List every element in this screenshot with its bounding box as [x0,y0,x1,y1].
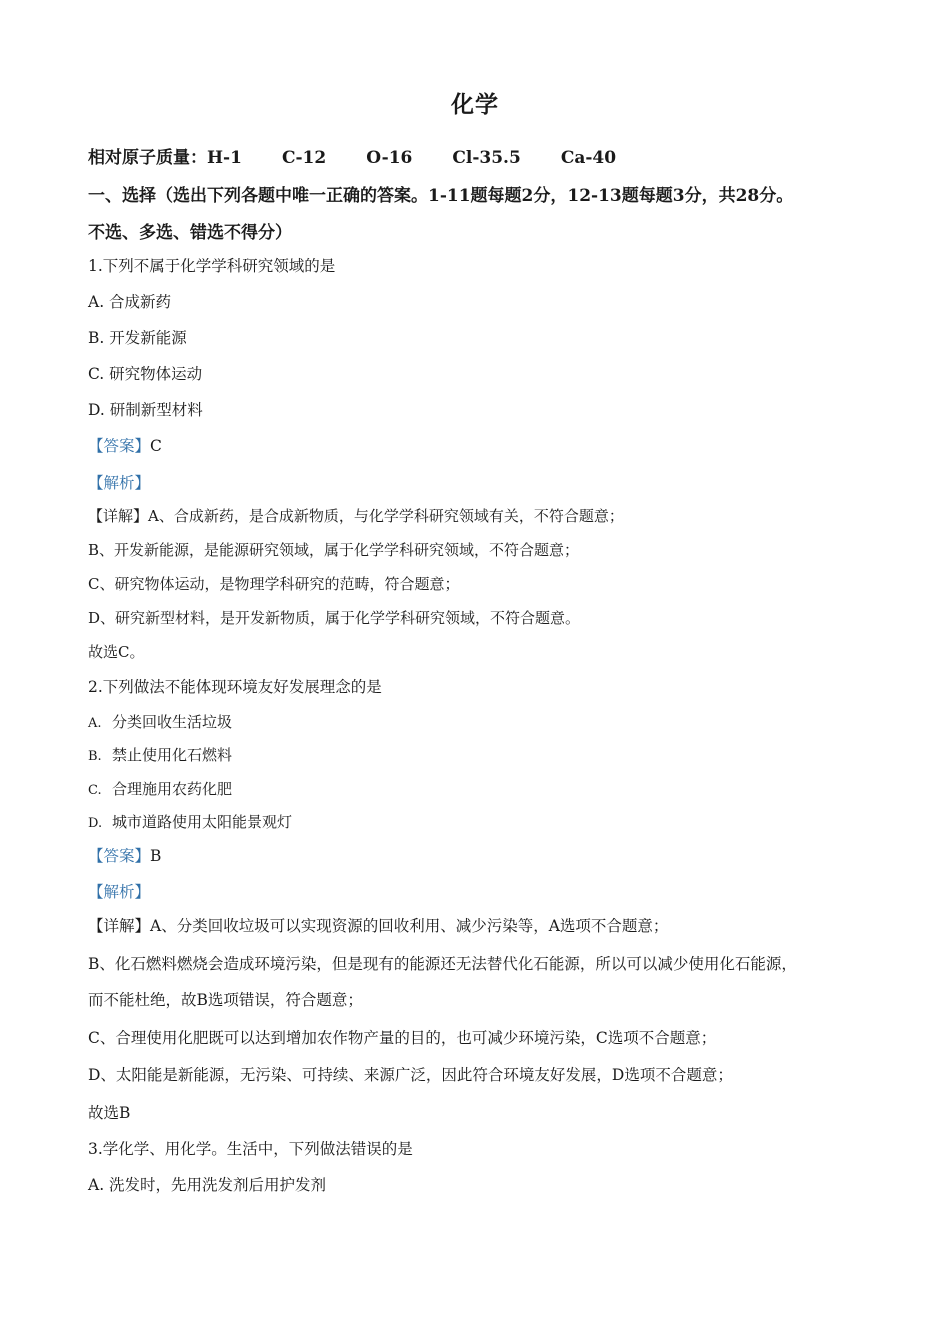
q2-option-b [88,744,232,765]
q2-detail-line: B、化石燃料燃烧会造成环境污染，但是现有的能源还无法替代化石能源，所以可以减少使用化石能源， [88,955,797,973]
q1-detail-line: D、研究新型材料，是开发新物质，属于化学学科研究领域，不符合题意。 [88,609,581,627]
q1-analysis-tag: 【解析】 [88,474,151,492]
q2-analysis-tag: 【解析】 [88,883,151,901]
q2-option-text: 禁止使用化石燃料 [112,746,233,764]
q2-option-a [88,711,232,732]
q2-option-text: 分类回收生活垃圾 [112,713,233,731]
atomic-mass-line [88,143,656,168]
atomic-mass-item: H-1 [207,148,242,168]
q2-option-letter: A. [88,716,102,731]
q2-option-text: 合理施用农药化肥 [112,780,233,798]
q1-option-a: A. 合成新药 [88,293,172,311]
q2-detail-line: C、合理使用化肥既可以达到增加农作物产量的目的，也可减少环境污染，C选项不合题意； [88,1029,717,1047]
q2-option-letter: C. [88,783,102,798]
q2-option-c [88,778,232,799]
q1-detail-line [88,505,624,526]
answer-tag: 【答案】 [88,437,151,455]
q2-detail-text: A、分类回收垃圾可以实现资源的回收利用、减少污染等，A选项不合题意； [150,917,669,935]
q3-option-a: A. 洗发时，先用洗发剂后用护发剂 [88,1176,327,1194]
q2-detail-line: D、太阳能是新能源，无污染、可持续、来源广泛，因此符合环境友好发展，D选项不合题意； [88,1066,733,1084]
atomic-mass-item: Cl-35.5 [452,148,521,168]
q2-answer-value: B [150,847,162,865]
atomic-mass-item: O-16 [366,148,413,168]
q2-detail-line [88,914,668,936]
q1-detail-line: C、研究物体运动，是物理学科研究的范畴，符合题意； [88,575,460,593]
q2-option-letter: D. [88,816,103,831]
q1-detail-line: B、开发新能源，是能源研究领域，属于化学学科研究领域，不符合题意； [88,541,580,559]
section-heading-line2: 不选、多选、错选不得分） [88,223,292,243]
q1-detail-text: A、合成新药，是合成新物质，与化学学科研究领域有关，不符合题意； [148,507,624,525]
q1-stem: 1.下列不属于化学学科研究领域的是 [88,257,336,275]
q2-stem: 2.下列做法不能体现环境友好发展理念的是 [88,678,382,696]
q2-option-d [88,811,292,832]
q2-option-text: 城市道路使用太阳能景观灯 [112,813,293,831]
q2-conclusion: 故选B [88,1104,131,1122]
atomic-mass-item: Ca-40 [560,148,617,168]
q2-option-letter: B. [88,749,102,764]
answer-tag: 【答案】 [88,847,151,865]
q1-answer-value: C [150,437,162,455]
q1-option-d: D. 研制新型材料 [88,401,203,419]
q1-answer [88,434,162,456]
q2-detail-line: 而不能杜绝，故B选项错误，符合题意； [88,991,363,1009]
q1-conclusion: 故选C。 [88,643,145,661]
atomic-mass-item: C-12 [281,148,327,168]
q1-option-c: C. 研究物体运动 [88,365,203,383]
q1-option-b: B. 开发新能源 [88,329,187,347]
atomic-mass-label: 相对原子质量： [88,148,207,168]
q3-stem: 3.学化学、用化学。生活中，下列做法错误的是 [88,1140,413,1158]
detail-tag: 【详解】 [88,917,151,935]
detail-tag: 【详解】 [88,507,149,525]
q2-answer [88,844,161,866]
page-title: 化学 [451,91,499,118]
section-heading-line1: 一、选择（选出下列各题中唯一正确的答案。1-11题每题2分，12-13题每题3分，共28分。 [88,186,794,206]
